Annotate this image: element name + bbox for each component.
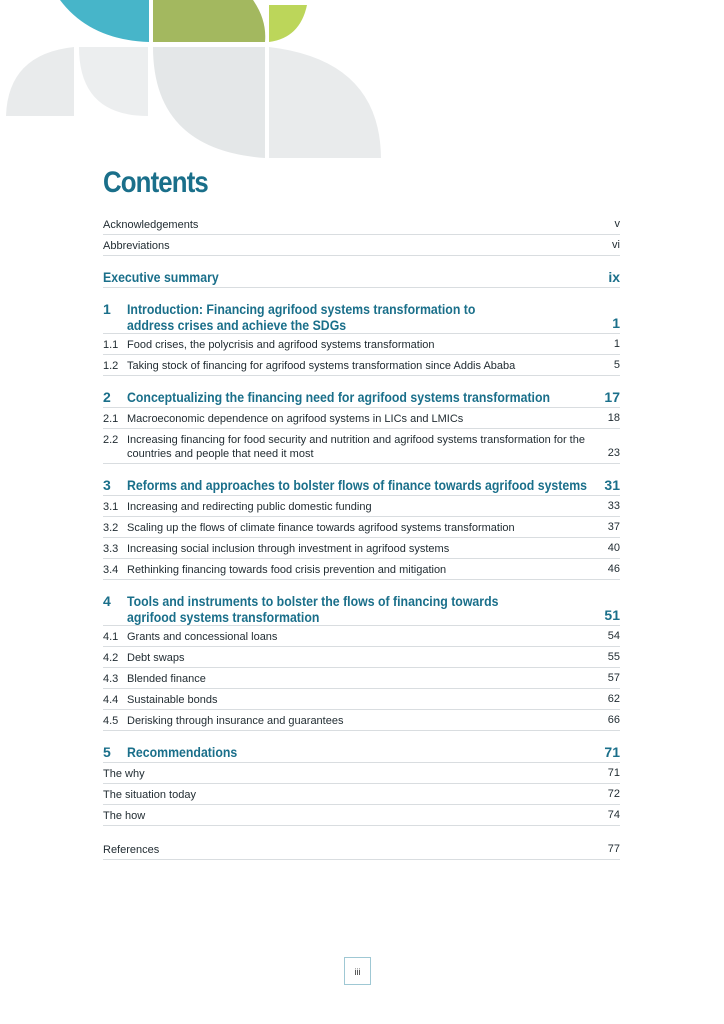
toc-section-number: 4.1 (103, 631, 119, 643)
toc-section-3-2[interactable] (103, 517, 620, 538)
toc-section-4-4[interactable] (103, 689, 620, 710)
toc-page-number: 77 (607, 843, 620, 855)
toc-section-title: Taking stock of financing for agrifood systems transformation since Addis Ababa (127, 360, 516, 372)
toc-page-number: ix (608, 269, 620, 285)
grey-leaf-shape (269, 47, 381, 158)
toc-section-4-3[interactable] (103, 668, 620, 689)
toc-chapter-title: Executive summary (103, 269, 219, 285)
toc-section-number: 3.1 (103, 501, 119, 513)
toc-entry-the-how[interactable] (103, 805, 620, 826)
toc-chapter-title: Tools and instruments to bolster the flows of financing towards agrifood systems transformation (127, 593, 499, 625)
toc-chapter-1[interactable] (103, 299, 620, 334)
toc-section-number: 3.3 (103, 543, 119, 555)
grey-leaf-shape (79, 47, 148, 116)
toc-chapter-5[interactable] (103, 742, 620, 763)
toc-page-number: 1 (612, 315, 620, 331)
toc-section-title: Grants and concessional loans (127, 631, 278, 643)
toc-page-number: 72 (607, 788, 620, 800)
toc-section-title: Debt swaps (127, 652, 185, 664)
toc-section-2-2[interactable] (103, 429, 620, 464)
toc-entry-label: Abbreviations (103, 240, 170, 252)
toc-chapter-number: 5 (103, 744, 111, 760)
teal-leaf-shape (60, 0, 149, 42)
toc-page-number: 46 (607, 563, 620, 575)
toc-page-number: 31 (604, 477, 620, 493)
toc-section-number: 1.1 (103, 339, 119, 351)
toc-section-2-1[interactable] (103, 408, 620, 429)
toc-entry-executive-summary[interactable] (103, 267, 620, 288)
toc-chapter-2[interactable] (103, 387, 620, 408)
toc-chapter-title: Recommendations (127, 744, 238, 760)
toc-page-number: 57 (607, 672, 620, 684)
toc-page-number: 74 (607, 809, 620, 821)
toc-page-number: 1 (613, 338, 620, 350)
toc-section-4-1[interactable] (103, 626, 620, 647)
toc-chapter-title: Reforms and approaches to bolster flows of finance towards agrifood systems (127, 477, 588, 493)
toc-chapter-title: Conceptualizing the financing need for agrifood systems transformation (127, 389, 551, 405)
toc-chapter-number: 4 (103, 593, 111, 609)
toc-section-number: 4.5 (103, 715, 119, 727)
toc-section-1-2[interactable] (103, 355, 620, 376)
grey-leaf-shape (6, 47, 74, 116)
page-title: Contents (103, 166, 208, 199)
toc-section-4-5[interactable] (103, 710, 620, 731)
toc-section-number: 4.3 (103, 673, 119, 685)
toc-entry-label: The why (103, 768, 145, 780)
toc-section-3-3[interactable] (103, 538, 620, 559)
grey-leaf-shape (153, 47, 265, 158)
toc-entry-the-why[interactable] (103, 763, 620, 784)
toc-entry-label: The how (103, 810, 146, 822)
toc-section-number: 3.4 (103, 564, 119, 576)
toc-page-number: 23 (607, 447, 620, 459)
toc-section-title: Blended finance (127, 673, 206, 685)
toc-entry-abbreviations[interactable] (103, 235, 620, 256)
toc-chapter-number: 1 (103, 301, 111, 317)
toc-section-title: Increasing and redirecting public domestic funding (127, 501, 372, 513)
page-number-box: iii (344, 957, 371, 985)
toc-section-4-2[interactable] (103, 647, 620, 668)
toc-section-title: Scaling up the flows of climate finance towards agrifood systems transformation (127, 522, 515, 534)
decorative-leaf-shapes (0, 0, 400, 165)
toc-section-title: Increasing financing for food security and nutrition and agrifood systems transformation for the countries and people that need it most (127, 434, 585, 460)
toc-section-1-1[interactable] (103, 334, 620, 355)
table-of-contents (103, 214, 620, 860)
toc-entry-references[interactable] (103, 839, 620, 860)
toc-chapter-number: 3 (103, 477, 111, 493)
toc-section-number: 1.2 (103, 360, 119, 372)
toc-section-title: Food crises, the polycrisis and agrifood systems transformation (127, 339, 435, 351)
toc-section-number: 2.1 (103, 413, 119, 425)
toc-page-number: 17 (604, 389, 620, 405)
toc-page-number: 62 (607, 693, 620, 705)
toc-page-number: 40 (607, 542, 620, 554)
toc-page-number: v (614, 218, 620, 230)
toc-section-title: Macroeconomic dependence on agrifood systems in LICs and LMICs (127, 413, 464, 425)
toc-section-3-4[interactable] (103, 559, 620, 580)
toc-section-number: 2.2 (103, 434, 119, 446)
toc-section-3-1[interactable] (103, 496, 620, 517)
toc-page-number: 51 (604, 607, 620, 623)
toc-page-number: 5 (613, 359, 620, 371)
toc-page-number: 71 (607, 767, 620, 779)
toc-entry-acknowledgements[interactable] (103, 214, 620, 235)
toc-page-number: 18 (607, 412, 620, 424)
toc-chapter-title: Introduction: Financing agrifood systems transformation to address crises and achieve the SDGs (127, 301, 476, 333)
toc-page-number: 55 (607, 651, 620, 663)
toc-section-number: 4.4 (103, 694, 119, 706)
toc-entry-the-situation-today[interactable] (103, 784, 620, 805)
toc-section-title: Derisking through insurance and guarantees (127, 715, 344, 727)
toc-section-title: Increasing social inclusion through investment in agrifood systems (127, 543, 450, 555)
toc-section-title: Sustainable bonds (127, 694, 218, 706)
toc-entry-label: References (103, 844, 160, 856)
green-leaf-shape (153, 0, 265, 42)
toc-chapter-number: 2 (103, 389, 111, 405)
toc-chapter-4[interactable] (103, 591, 620, 626)
toc-section-number: 4.2 (103, 652, 119, 664)
toc-page-number: vi (612, 239, 620, 251)
toc-section-number: 3.2 (103, 522, 119, 534)
toc-page-number: 54 (607, 630, 620, 642)
toc-page-number: 33 (607, 500, 620, 512)
toc-page-number: 71 (604, 744, 620, 760)
toc-entry-label: The situation today (103, 789, 196, 801)
lime-leaf-shape (269, 5, 307, 42)
toc-entry-label: Acknowledgements (103, 219, 199, 231)
toc-page-number: 37 (607, 521, 620, 533)
toc-section-title: Rethinking financing towards food crisis prevention and mitigation (127, 564, 447, 576)
toc-page-number: 66 (607, 714, 620, 726)
toc-chapter-3[interactable] (103, 475, 620, 496)
